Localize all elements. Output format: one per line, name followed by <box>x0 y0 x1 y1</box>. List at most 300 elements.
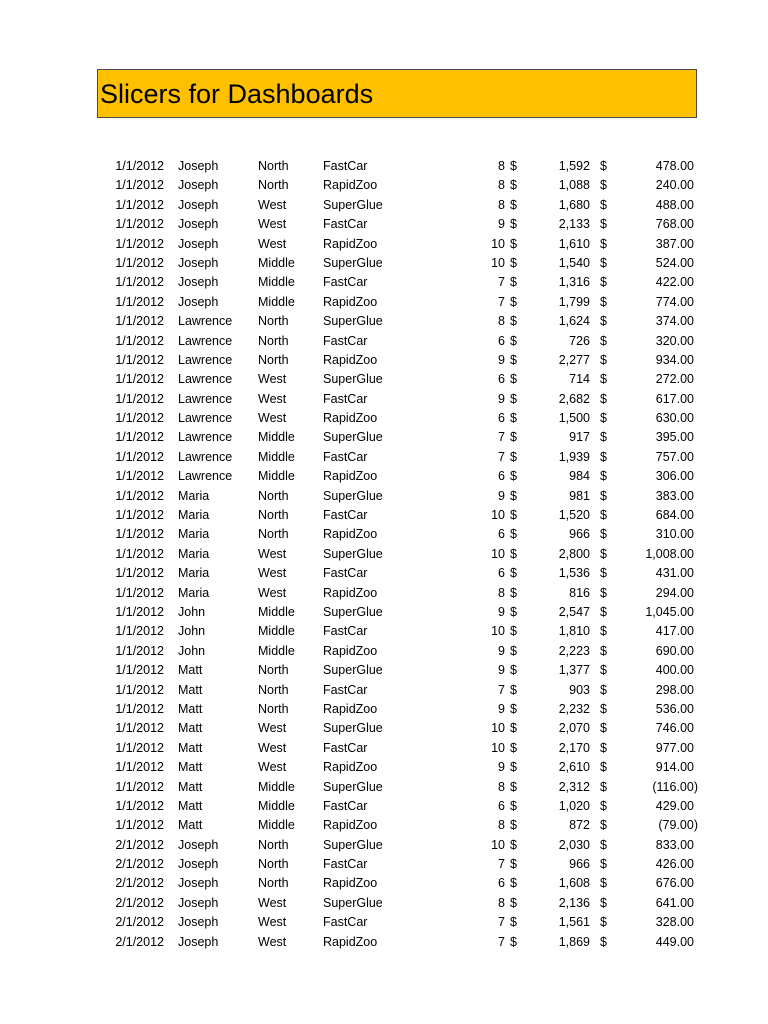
cell-sales: 1,799 <box>558 294 590 309</box>
cell-currency-symbol: $ <box>600 178 607 193</box>
cell-salesperson: Maria <box>178 546 210 561</box>
cell-product: RapidZoo <box>323 352 378 367</box>
cell-date: 1/1/2012 <box>115 527 164 542</box>
cell-currency-symbol: $ <box>510 798 517 813</box>
cell-product: FastCar <box>323 391 368 406</box>
cell-profit: 387.00 <box>655 236 694 251</box>
cell-units: 10 <box>491 546 505 561</box>
table-row <box>0 545 768 564</box>
cell-sales: 816 <box>569 585 590 600</box>
table-row <box>0 913 768 932</box>
cell-units: 7 <box>498 934 505 949</box>
cell-product: RapidZoo <box>323 701 378 716</box>
cell-currency-symbol: $ <box>510 236 517 251</box>
table-row <box>0 816 768 835</box>
cell-product: SuperGlue <box>323 895 383 910</box>
cell-sales: 2,030 <box>558 837 590 852</box>
cell-units: 8 <box>498 314 505 329</box>
cell-currency-symbol: $ <box>600 449 607 464</box>
cell-region: West <box>258 934 287 949</box>
cell-currency-symbol: $ <box>600 779 607 794</box>
cell-currency-symbol: $ <box>600 352 607 367</box>
cell-currency-symbol: $ <box>600 682 607 697</box>
table-row <box>0 332 768 351</box>
cell-profit: 977.00 <box>655 740 694 755</box>
cell-currency-symbol: $ <box>600 604 607 619</box>
cell-salesperson: Joseph <box>178 178 219 193</box>
cell-sales: 903 <box>569 682 590 697</box>
cell-currency-symbol: $ <box>600 488 607 503</box>
table-row <box>0 758 768 777</box>
cell-salesperson: Joseph <box>178 294 219 309</box>
cell-date: 1/1/2012 <box>115 391 164 406</box>
cell-product: SuperGlue <box>323 837 383 852</box>
table-row <box>0 661 768 680</box>
cell-currency-symbol: $ <box>600 798 607 813</box>
cell-product: SuperGlue <box>323 372 383 387</box>
cell-salesperson: Matt <box>178 798 203 813</box>
cell-currency-symbol: $ <box>600 760 607 775</box>
cell-date: 1/1/2012 <box>115 333 164 348</box>
cell-profit: 914.00 <box>655 760 694 775</box>
cell-currency-symbol: $ <box>510 585 517 600</box>
cell-region: North <box>258 333 289 348</box>
cell-product: SuperGlue <box>323 255 383 270</box>
cell-date: 1/1/2012 <box>115 488 164 503</box>
cell-profit: 690.00 <box>655 643 694 658</box>
cell-sales: 2,800 <box>558 546 590 561</box>
cell-sales: 917 <box>569 430 590 445</box>
cell-profit: 328.00 <box>655 915 694 930</box>
cell-region: North <box>258 837 289 852</box>
table-row <box>0 293 768 312</box>
cell-currency-symbol: $ <box>600 876 607 891</box>
cell-profit: 768.00 <box>655 217 694 232</box>
cell-units: 9 <box>498 760 505 775</box>
cell-units: 9 <box>498 701 505 716</box>
cell-date: 1/1/2012 <box>115 818 164 833</box>
cell-units: 6 <box>498 798 505 813</box>
table-row <box>0 390 768 409</box>
cell-product: RapidZoo <box>323 643 378 658</box>
cell-date: 1/1/2012 <box>115 798 164 813</box>
cell-region: North <box>258 178 289 193</box>
cell-currency-symbol: $ <box>600 818 607 833</box>
cell-salesperson: Maria <box>178 585 210 600</box>
cell-units: 7 <box>498 294 505 309</box>
cell-date: 2/1/2012 <box>115 837 164 852</box>
cell-currency-symbol: $ <box>510 876 517 891</box>
cell-salesperson: Matt <box>178 740 203 755</box>
cell-date: 1/1/2012 <box>115 779 164 794</box>
cell-date: 1/1/2012 <box>115 508 164 523</box>
cell-currency-symbol: $ <box>510 469 517 484</box>
cell-region: North <box>258 857 289 872</box>
cell-region: North <box>258 876 289 891</box>
cell-region: Middle <box>258 275 295 290</box>
table-row <box>0 312 768 331</box>
cell-units: 9 <box>498 663 505 678</box>
cell-currency-symbol: $ <box>510 721 517 736</box>
data-table <box>0 157 768 952</box>
cell-sales: 1,088 <box>558 178 590 193</box>
cell-product: RapidZoo <box>323 411 378 426</box>
cell-profit: 374.00 <box>655 314 694 329</box>
table-row <box>0 196 768 215</box>
cell-currency-symbol: $ <box>510 488 517 503</box>
cell-currency-symbol: $ <box>600 624 607 639</box>
cell-units: 8 <box>498 178 505 193</box>
cell-sales: 1,536 <box>558 566 590 581</box>
cell-profit: 746.00 <box>655 721 694 736</box>
cell-date: 1/1/2012 <box>115 236 164 251</box>
cell-salesperson: Lawrence <box>178 333 233 348</box>
cell-region: West <box>258 585 287 600</box>
cell-units: 6 <box>498 876 505 891</box>
cell-region: West <box>258 721 287 736</box>
cell-sales: 981 <box>569 488 590 503</box>
cell-product: FastCar <box>323 915 368 930</box>
cell-profit: 774.00 <box>655 294 694 309</box>
cell-salesperson: Joseph <box>178 275 219 290</box>
cell-units: 9 <box>498 488 505 503</box>
cell-salesperson: Joseph <box>178 255 219 270</box>
cell-date: 1/1/2012 <box>115 566 164 581</box>
cell-region: West <box>258 546 287 561</box>
cell-profit: 306.00 <box>655 469 694 484</box>
cell-date: 1/1/2012 <box>115 178 164 193</box>
cell-sales: 1,500 <box>558 411 590 426</box>
table-row <box>0 855 768 874</box>
cell-sales: 966 <box>569 527 590 542</box>
cell-sales: 2,136 <box>558 895 590 910</box>
cell-salesperson: Maria <box>178 508 210 523</box>
cell-sales: 1,377 <box>558 663 590 678</box>
cell-salesperson: Maria <box>178 488 210 503</box>
cell-product: SuperGlue <box>323 546 383 561</box>
cell-region: Middle <box>258 643 295 658</box>
cell-profit: 676.00 <box>655 876 694 891</box>
cell-currency-symbol: $ <box>600 527 607 542</box>
cell-currency-symbol: $ <box>600 857 607 872</box>
cell-product: FastCar <box>323 508 368 523</box>
cell-profit: 833.00 <box>655 837 694 852</box>
cell-product: FastCar <box>323 449 368 464</box>
table-row <box>0 215 768 234</box>
cell-salesperson: Matt <box>178 760 203 775</box>
cell-profit: 488.00 <box>655 197 694 212</box>
table-row <box>0 448 768 467</box>
cell-region: West <box>258 197 287 212</box>
cell-units: 10 <box>491 624 505 639</box>
cell-sales: 1,624 <box>558 314 590 329</box>
cell-salesperson: Joseph <box>178 159 219 173</box>
cell-profit: 478.00 <box>655 159 694 173</box>
cell-units: 9 <box>498 604 505 619</box>
cell-profit: 294.00 <box>655 585 694 600</box>
cell-units: 8 <box>498 159 505 173</box>
cell-product: SuperGlue <box>323 721 383 736</box>
table-row <box>0 467 768 486</box>
table-row <box>0 836 768 855</box>
cell-units: 7 <box>498 857 505 872</box>
cell-currency-symbol: $ <box>510 566 517 581</box>
cell-product: FastCar <box>323 624 368 639</box>
table-row <box>0 894 768 913</box>
cell-date: 1/1/2012 <box>115 352 164 367</box>
cell-sales: 2,133 <box>558 217 590 232</box>
table-row <box>0 157 768 176</box>
cell-sales: 2,610 <box>558 760 590 775</box>
cell-profit: 524.00 <box>655 255 694 270</box>
cell-currency-symbol: $ <box>510 701 517 716</box>
table-row <box>0 681 768 700</box>
cell-units: 6 <box>498 333 505 348</box>
cell-date: 1/1/2012 <box>115 682 164 697</box>
cell-product: FastCar <box>323 333 368 348</box>
cell-region: Middle <box>258 469 295 484</box>
table-row <box>0 603 768 622</box>
cell-profit: 383.00 <box>655 488 694 503</box>
cell-salesperson: Lawrence <box>178 314 233 329</box>
table-row <box>0 719 768 738</box>
cell-units: 6 <box>498 469 505 484</box>
cell-product: RapidZoo <box>323 178 378 193</box>
cell-salesperson: Joseph <box>178 915 219 930</box>
cell-salesperson: Matt <box>178 779 203 794</box>
table-row <box>0 506 768 525</box>
cell-profit: 395.00 <box>655 430 694 445</box>
cell-currency-symbol: $ <box>600 430 607 445</box>
cell-region: Middle <box>258 255 295 270</box>
cell-currency-symbol: $ <box>600 663 607 678</box>
cell-currency-symbol: $ <box>600 217 607 232</box>
cell-sales: 984 <box>569 469 590 484</box>
cell-units: 8 <box>498 895 505 910</box>
cell-currency-symbol: $ <box>510 294 517 309</box>
cell-salesperson: John <box>178 643 206 658</box>
cell-region: Middle <box>258 624 295 639</box>
cell-currency-symbol: $ <box>600 566 607 581</box>
cell-currency-symbol: $ <box>510 740 517 755</box>
cell-product: RapidZoo <box>323 585 378 600</box>
cell-salesperson: Matt <box>178 663 203 678</box>
cell-salesperson: Lawrence <box>178 449 233 464</box>
cell-units: 8 <box>498 197 505 212</box>
cell-profit: 429.00 <box>655 798 694 813</box>
cell-product: RapidZoo <box>323 469 378 484</box>
cell-product: RapidZoo <box>323 818 378 833</box>
cell-sales: 2,070 <box>558 721 590 736</box>
table-row <box>0 409 768 428</box>
cell-region: North <box>258 352 289 367</box>
cell-product: RapidZoo <box>323 236 378 251</box>
cell-units: 10 <box>491 837 505 852</box>
cell-region: West <box>258 236 287 251</box>
cell-currency-symbol: $ <box>510 624 517 639</box>
cell-profit: 449.00 <box>655 934 694 949</box>
cell-currency-symbol: $ <box>510 895 517 910</box>
cell-currency-symbol: $ <box>600 934 607 949</box>
cell-currency-symbol: $ <box>510 546 517 561</box>
table-row <box>0 933 768 952</box>
cell-sales: 2,232 <box>558 701 590 716</box>
cell-date: 1/1/2012 <box>115 721 164 736</box>
cell-currency-symbol: $ <box>510 818 517 833</box>
cell-sales: 726 <box>569 333 590 348</box>
table-row <box>0 370 768 389</box>
cell-currency-symbol: $ <box>510 837 517 852</box>
cell-currency-symbol: $ <box>600 915 607 930</box>
cell-date: 1/1/2012 <box>115 469 164 484</box>
cell-sales: 1,540 <box>558 255 590 270</box>
cell-currency-symbol: $ <box>600 721 607 736</box>
cell-currency-symbol: $ <box>600 314 607 329</box>
cell-sales: 2,223 <box>558 643 590 658</box>
cell-profit: 684.00 <box>655 508 694 523</box>
table-row <box>0 797 768 816</box>
cell-currency-symbol: $ <box>510 411 517 426</box>
cell-sales: 1,608 <box>558 876 590 891</box>
cell-salesperson: Joseph <box>178 876 219 891</box>
table-row <box>0 778 768 797</box>
cell-salesperson: Matt <box>178 721 203 736</box>
cell-salesperson: Joseph <box>178 197 219 212</box>
cell-profit: 431.00 <box>655 566 694 581</box>
cell-currency-symbol: $ <box>600 159 607 173</box>
cell-units: 9 <box>498 643 505 658</box>
table-row <box>0 642 768 661</box>
cell-salesperson: Matt <box>178 818 203 833</box>
title-banner <box>97 69 697 118</box>
cell-units: 10 <box>491 255 505 270</box>
cell-salesperson: Maria <box>178 566 210 581</box>
cell-salesperson: John <box>178 624 206 639</box>
cell-date: 2/1/2012 <box>115 915 164 930</box>
cell-region: West <box>258 411 287 426</box>
cell-region: North <box>258 527 289 542</box>
cell-sales: 966 <box>569 857 590 872</box>
cell-date: 1/1/2012 <box>115 643 164 658</box>
cell-date: 1/1/2012 <box>115 663 164 678</box>
cell-product: FastCar <box>323 798 368 813</box>
cell-sales: 1,939 <box>558 449 590 464</box>
cell-region: West <box>258 566 287 581</box>
cell-region: West <box>258 915 287 930</box>
cell-region: North <box>258 314 289 329</box>
cell-date: 1/1/2012 <box>115 294 164 309</box>
cell-units: 7 <box>498 915 505 930</box>
cell-profit: 757.00 <box>655 449 694 464</box>
cell-currency-symbol: $ <box>600 895 607 910</box>
cell-date: 1/1/2012 <box>115 372 164 387</box>
cell-currency-symbol: $ <box>510 430 517 445</box>
cell-units: 8 <box>498 779 505 794</box>
cell-date: 1/1/2012 <box>115 546 164 561</box>
cell-date: 1/1/2012 <box>115 217 164 232</box>
cell-salesperson: Joseph <box>178 236 219 251</box>
cell-salesperson: Lawrence <box>178 430 233 445</box>
cell-sales: 2,547 <box>558 604 590 619</box>
cell-region: North <box>258 488 289 503</box>
cell-profit: 934.00 <box>655 352 694 367</box>
cell-salesperson: Joseph <box>178 217 219 232</box>
cell-units: 6 <box>498 566 505 581</box>
cell-currency-symbol: $ <box>600 255 607 270</box>
cell-profit: (116.00) <box>652 779 698 794</box>
table-row <box>0 273 768 292</box>
cell-product: RapidZoo <box>323 294 378 309</box>
cell-units: 10 <box>491 236 505 251</box>
cell-salesperson: Lawrence <box>178 372 233 387</box>
cell-currency-symbol: $ <box>510 663 517 678</box>
cell-product: RapidZoo <box>323 760 378 775</box>
cell-date: 1/1/2012 <box>115 604 164 619</box>
cell-salesperson: John <box>178 604 206 619</box>
table-row <box>0 584 768 603</box>
cell-currency-symbol: $ <box>510 643 517 658</box>
cell-sales: 2,170 <box>558 740 590 755</box>
cell-units: 9 <box>498 217 505 232</box>
cell-profit: 272.00 <box>655 372 694 387</box>
cell-profit: 617.00 <box>655 391 694 406</box>
cell-currency-symbol: $ <box>600 294 607 309</box>
cell-profit: 240.00 <box>655 178 694 193</box>
cell-region: Middle <box>258 294 295 309</box>
cell-region: Middle <box>258 430 295 445</box>
cell-currency-symbol: $ <box>600 469 607 484</box>
cell-currency-symbol: $ <box>510 527 517 542</box>
cell-profit: 641.00 <box>655 895 694 910</box>
cell-product: FastCar <box>323 275 368 290</box>
cell-region: West <box>258 372 287 387</box>
cell-units: 10 <box>491 740 505 755</box>
cell-currency-symbol: $ <box>510 333 517 348</box>
cell-sales: 2,312 <box>558 779 590 794</box>
cell-currency-symbol: $ <box>600 372 607 387</box>
cell-date: 1/1/2012 <box>115 314 164 329</box>
cell-currency-symbol: $ <box>510 275 517 290</box>
cell-units: 7 <box>498 430 505 445</box>
cell-region: West <box>258 217 287 232</box>
cell-sales: 714 <box>569 372 590 387</box>
cell-currency-symbol: $ <box>510 779 517 794</box>
cell-salesperson: Lawrence <box>178 469 233 484</box>
cell-sales: 1,592 <box>558 159 590 173</box>
table-row <box>0 739 768 758</box>
cell-currency-symbol: $ <box>600 837 607 852</box>
cell-sales: 872 <box>569 818 590 833</box>
cell-profit: 1,008.00 <box>645 546 694 561</box>
cell-currency-symbol: $ <box>510 391 517 406</box>
cell-profit: 426.00 <box>655 857 694 872</box>
table-row <box>0 176 768 195</box>
cell-salesperson: Maria <box>178 527 210 542</box>
table-row <box>0 235 768 254</box>
cell-salesperson: Joseph <box>178 934 219 949</box>
cell-date: 1/1/2012 <box>115 740 164 755</box>
table-row <box>0 525 768 544</box>
cell-date: 1/1/2012 <box>115 255 164 270</box>
cell-sales: 1,561 <box>558 915 590 930</box>
cell-salesperson: Joseph <box>178 857 219 872</box>
cell-salesperson: Lawrence <box>178 391 233 406</box>
cell-currency-symbol: $ <box>600 546 607 561</box>
cell-salesperson: Joseph <box>178 895 219 910</box>
cell-sales: 1,610 <box>558 236 590 251</box>
cell-region: Middle <box>258 449 295 464</box>
cell-date: 1/1/2012 <box>115 701 164 716</box>
